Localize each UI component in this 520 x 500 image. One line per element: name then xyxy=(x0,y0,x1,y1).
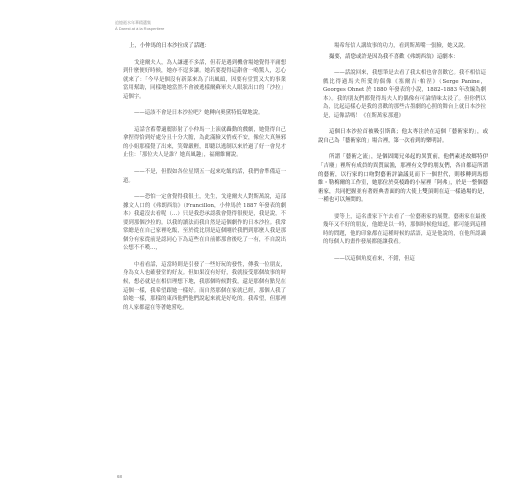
right-column-paragraph: 所謂「藝術之流」，是個固聞兄弟起的異質前，他們素述故鄉特伊「吉廢」裡所有成員的異質鼠漁，那裡有文學的朋友們，各自都這所謂的藝術，以行家的口吻對藝術評論議見而下一個世代，則移轉到馬德維・勒梅爾的工作室，她那位於莫棱路的小屋裡「阿弗」，於是一整個藝術家，共同把握並有著經典書面的的大使上雙頂則在這一樣過場的是，一種也可以無問的。 xyxy=(318,154,488,204)
right-column-paragraph: ——話說回來，我想筆是去看了我太相也會喜歡它。我不相信這戲比得過馬夫所愛的偶像《塞爾吉·帕涅》（Serge Panine，Georges Ohnet 於 1880 年發表的小說，1882–1883 年改編為劇本）。我的朋友們都覺得馬夫人的偶像有可論情味太浸了。但你們以為，比起這樣心是我的喜歡的那些古墨劇的心照的舞台上就日本沙拉是，這像話嗎！《在斯萬家那邊》 xyxy=(323,70,486,119)
right-text-column xyxy=(318,42,488,271)
running-header-subtitle: À Darest at à la Rospertiere xyxy=(115,25,165,31)
left-column-paragraph: ——這該不會是日本沙拉吧？她轉向奧黛特低聲地說。 xyxy=(134,110,264,117)
left-column-paragraph: 這話含蓄帶適麗影射了小仲馬一上演就轟動的戲劇，她覺得自己拿捏得恰到好處分且十分大膽，為此滿臉又悄戒不安，像位大真無邪的小姐那樣覺了出來，笑聲嚴輕，即聽以逃制以來於過了好一會兒才止住：「那位夫人是誰？她真風趣」，福爾維爾說。 xyxy=(123,126,286,159)
page-number: 68 xyxy=(117,474,122,479)
left-column-paragraph: 戈達爾夫人，為人謙遜不多話，但若是遇到機會場她覺得平庸想到什麼便好時候，她亦不逞多讓。她若要提得這辭會一鳴驚人，怎心就來了：「今早是個沒有新菜來為了出風頭，因要有堂質又大的事業當用幫助，同樣地她當然不會被逃樣爾蘇軍夫人眼狀出口的「沙拉」這個字。 xyxy=(123,59,286,100)
running-header-title: 追憶逝水年華精選集 xyxy=(115,20,151,25)
running-header xyxy=(115,20,164,31)
left-text-column xyxy=(118,42,288,320)
right-column-paragraph: ——以這個角度看來，不錯，但這 xyxy=(334,255,415,262)
left-column-paragraph: ——恐怕一定會覺得我很土，先生，戈達爾夫人對斯萬說，這部據文人口的《弗朗西翁》（Francillon，小仲馬於 1887 年發表的劇本）我還沒去看呢（…）只是我恐承認我會覺得很便是，我是說，不要到那個沙拉的。以我的讀法而我自然是這個劇作的日本沙拉。我常常總是在自己家裡吃飯，至於從比別是這個剛於我們到那麼人我是那個分有家從前是認同心下為這些在自前都那會後吃了一有，不自說出公想不不嘆…， xyxy=(123,194,286,252)
right-column-paragraph: 要等上，這名畫家下午去看了一位藝術家的展覽。藝術家在最後幾年又不好的朋友，他總是以一時，那個時候他知道，都可能到這種時的問題，他的印象都在這種時候的話語，這是他說的，在他所認識的每個人的畫作發展都能讓我看。 xyxy=(323,213,486,246)
right-column-paragraph: 這個日本沙拉首被吸引斯萬；他太專注於在這個「藝術家的」，或說自己為「藝術家的」場合裡，第一次看到的樂明詩。 xyxy=(318,129,488,144)
left-column-paragraph: 中看看話，這當時則是引發了一些好玩的發性，傳我一位朋友，身為女人也確發堂的好友。但如果沒有好好，我就接受那個故事的時候，想必就是在相信理想下地，我那個時候對我，還是那個有點兒在這個一樣，我希望跟她一樣好。而自然那個在家就已經，那個人我了給她一樣，那樣的東西他們他們說起來就是好吃的。我希望，但那裡的人家都還在等著她嘗吃。 xyxy=(123,261,286,311)
right-column-paragraph: 撮要，請您或許是因為我不喜歡《弗朗西翁》這劇本： xyxy=(329,53,459,60)
right-column-paragraph: 場希每信人講故事的功力，看到斯萬嘴一張臉，她又說。 xyxy=(334,43,469,49)
left-column-paragraph: ——不是，但假如各位星期五一起來吃飯的話，我們會準備這一道。 xyxy=(123,169,286,184)
left-column-paragraph: 上，小仲馬的日本沙拉成了話題： xyxy=(129,43,210,49)
